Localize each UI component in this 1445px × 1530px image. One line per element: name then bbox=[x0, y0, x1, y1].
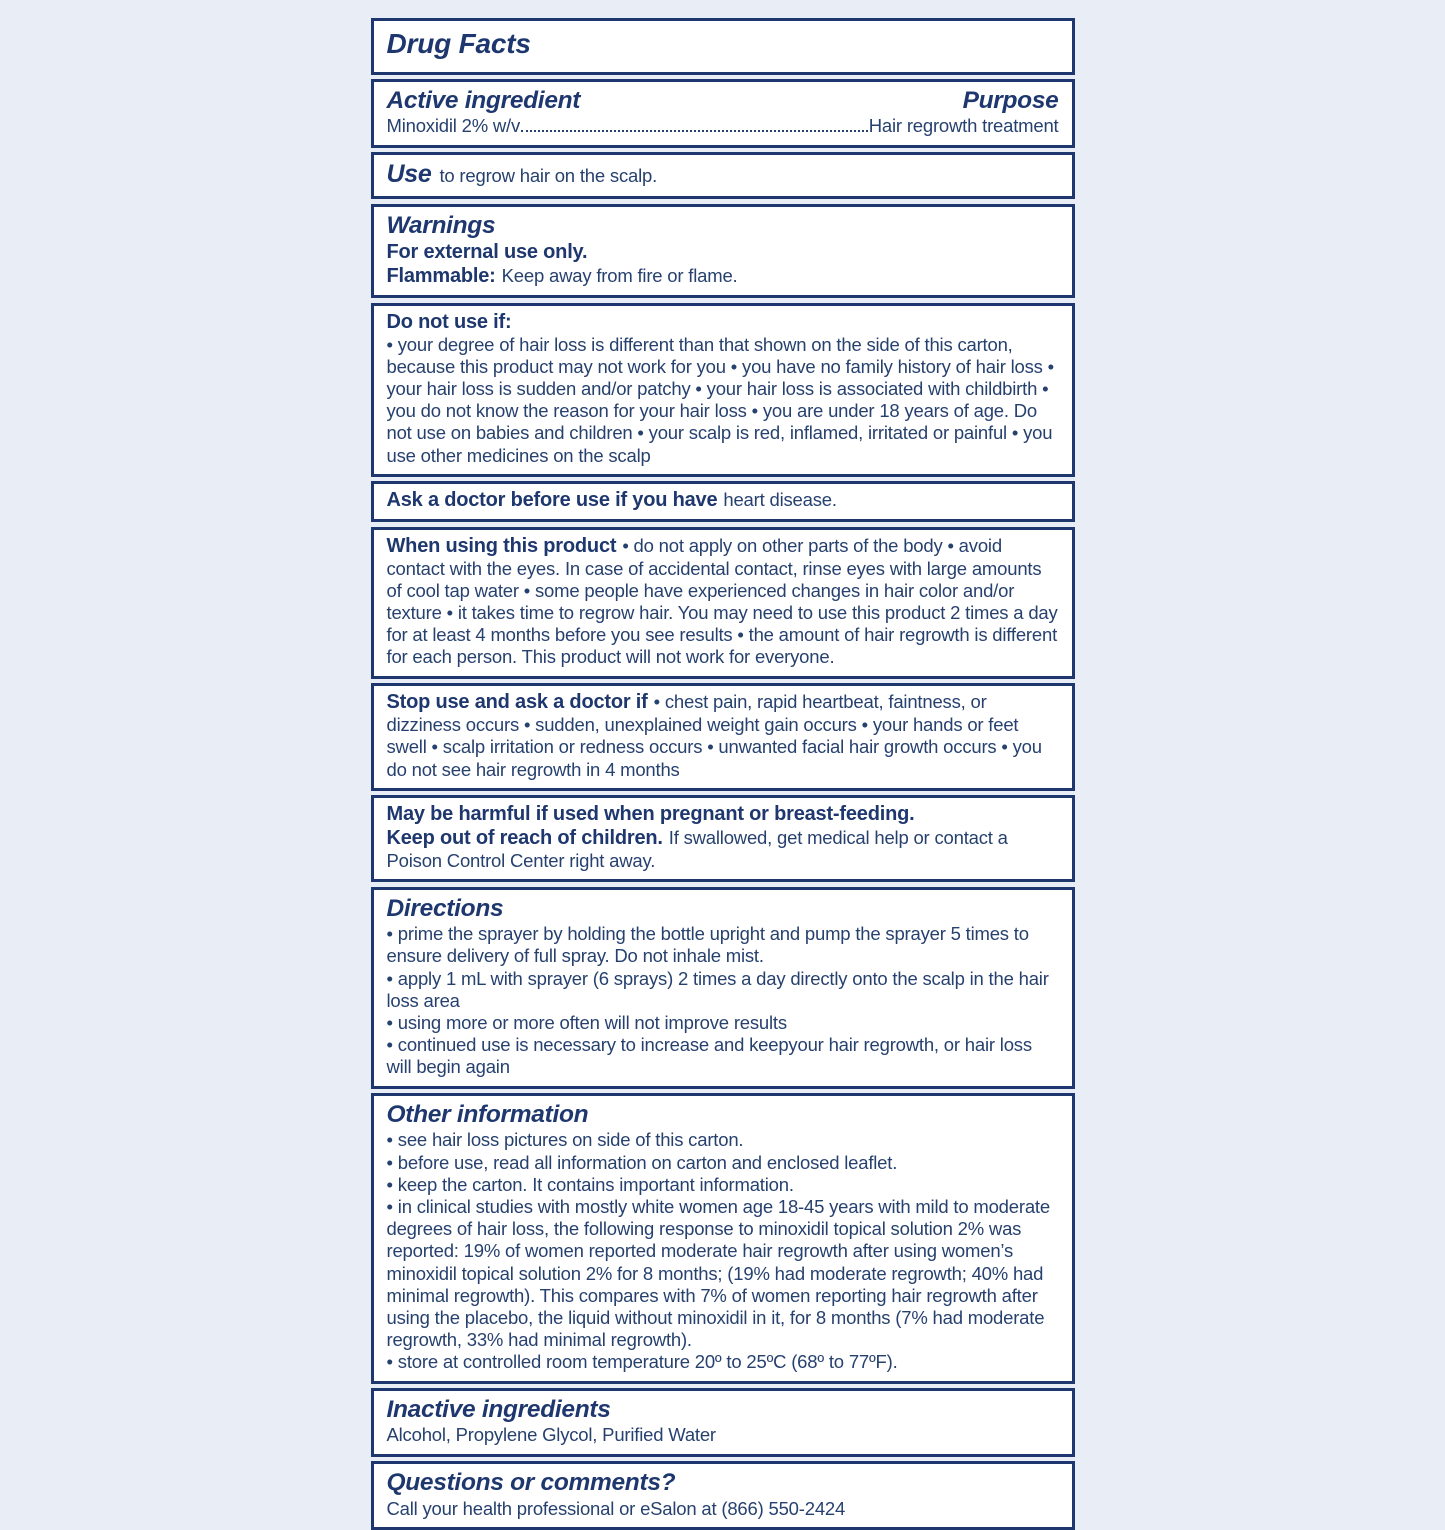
inactive-ingredients-text: Alcohol, Propylene Glycol, Purified Water bbox=[386, 1424, 716, 1446]
list-item: • keep the carton. It contains important information. bbox=[386, 1173, 794, 1195]
bullet: • bbox=[386, 923, 393, 945]
section-drug-facts-title bbox=[371, 18, 1075, 75]
list-item: • using more or more often will not improve results bbox=[386, 1012, 787, 1034]
stop-use-bold: Stop use and ask a doctor if bbox=[386, 691, 648, 714]
ask-doctor-text: heart disease. bbox=[723, 489, 837, 511]
purpose-value: Hair regrowth treatment bbox=[868, 115, 1059, 137]
purpose-heading: Purpose bbox=[962, 87, 1059, 115]
drug-facts-label bbox=[371, 18, 1075, 1530]
bullet: • bbox=[386, 1351, 393, 1373]
list-item: • store at controlled room temperature 20º to 25ºC (68º to 77ºF). bbox=[386, 1351, 898, 1373]
section-ask-doctor bbox=[371, 481, 1075, 522]
directions-heading: Directions bbox=[386, 894, 504, 922]
inactive-ingredients-heading: Inactive ingredients bbox=[386, 1396, 611, 1424]
list-item: • apply 1 mL with sprayer (6 sprays) 2 times a day directly onto the scalp in the hair loss area bbox=[386, 967, 1049, 1011]
keep-out-of-reach-line: Keep out of reach of children. If swallowed, get medical help or contact a Poison Control Center right away. bbox=[386, 827, 1008, 872]
section-directions bbox=[371, 887, 1075, 1089]
section-other-information bbox=[371, 1093, 1075, 1383]
questions-text: Call your health professional or eSalon at (866) 550-2424 bbox=[386, 1497, 846, 1519]
list-item: • continued use is necessary to increase and keepyour hair regrowth, or hair loss will begin again bbox=[386, 1034, 1032, 1078]
section-stop-use bbox=[371, 683, 1075, 791]
active-ingredient-name: Minoxidil 2% w/v bbox=[386, 115, 521, 137]
list-item: • before use, read all information on carton and enclosed leaflet. bbox=[386, 1151, 898, 1173]
section-do-not-use bbox=[371, 303, 1075, 477]
do-not-use-heading: Do not use if: bbox=[386, 310, 512, 333]
list-item: • in clinical studies with mostly white women age 18-45 years with mild to moderate degrees of hair loss, the following response to minoxidil topical solution 2% was reported: 19% of women reported moderate hair regrowth after using women’s minoxidil topical solution 2% for 8 months; (19% had moderate regrowth; 40% had minimal regrowth). This compares with 7% of women reporting hair regrowth after using the placebo, the liquid without minoxidil in it, for 8 months (7% had moderate regrowth, 33% had minimal regrowth). bbox=[386, 1196, 1050, 1351]
bullet: • bbox=[386, 1173, 393, 1195]
bullet: • bbox=[386, 1196, 393, 1218]
section-questions bbox=[371, 1461, 1075, 1530]
drug-facts-title: Drug Facts bbox=[386, 28, 531, 59]
flammable-line: Flammable: Keep away from fire or flame. bbox=[386, 265, 738, 288]
use-heading: Use bbox=[386, 160, 432, 189]
bullet: • bbox=[386, 1129, 393, 1151]
section-inactive-ingredients bbox=[371, 1388, 1075, 1457]
bullet: • bbox=[386, 1012, 393, 1034]
stop-use-text: • chest pain, rapid heartbeat, faintness, or dizziness occurs • sudden, unexplained weight gain occurs • your hands or feet swell • scalp irritation or redness occurs • unwanted facial hair growth occurs • you do not see hair regrowth in 4 months bbox=[386, 691, 1042, 780]
bullet: • bbox=[386, 1034, 393, 1056]
section-warnings bbox=[371, 204, 1075, 298]
section-active-ingredient bbox=[371, 79, 1075, 148]
section-use bbox=[371, 152, 1075, 199]
when-using-text: • do not apply on other parts of the body • avoid contact with the eyes. In case of accidental contact, rinse eyes with large amounts of cool tap water • some people have experienced changes in hair color and/or texture • it takes time to regrow hair. You may need to use this product 2 times a day for at least 4 months before you see results • the amount of hair regrowth is different for each person. This product will not work for everyone. bbox=[386, 534, 1058, 668]
keep-out-bold: Keep out of reach of children. bbox=[386, 827, 663, 850]
list-item: • prime the sprayer by holding the bottle upright and pump the sprayer 5 times to ensure delivery of full spray. Do not inhale mist. bbox=[386, 923, 1029, 967]
other-information-heading: Other information bbox=[386, 1101, 589, 1129]
flammable-label: Flammable: bbox=[386, 265, 496, 288]
when-using-bold: When using this product bbox=[386, 534, 617, 557]
warnings-heading: Warnings bbox=[386, 211, 496, 239]
list-item: • see hair loss pictures on side of this carton. bbox=[386, 1129, 744, 1151]
external-use-line: For external use only. bbox=[386, 241, 588, 264]
section-pregnancy-warning bbox=[371, 795, 1075, 882]
bullet: • bbox=[386, 1151, 393, 1173]
section-when-using bbox=[371, 527, 1075, 679]
ask-doctor-bold: Ask a doctor before use if you have bbox=[386, 489, 718, 512]
active-ingredient-heading: Active ingredient bbox=[386, 87, 581, 115]
bullet: • bbox=[386, 967, 393, 989]
use-text: to regrow hair on the scalp. bbox=[439, 165, 658, 187]
questions-heading: Questions or comments? bbox=[386, 1469, 676, 1497]
dotted-leader bbox=[521, 130, 868, 132]
harmful-line: May be harmful if used when pregnant or breast-feeding. bbox=[386, 803, 915, 826]
do-not-use-body: • your degree of hair loss is different than that shown on the side of this carton, because this product may not work for you • you have no family history of hair loss • your hair loss is sudden and/or patchy • your hair loss is associated with childbirth • you do not know the reason for your hair loss • you are under 18 years of age. Do not use on babies and children • your scalp is red, inflamed, irritated or painful • you use other medicines on the scalp bbox=[386, 333, 1054, 466]
